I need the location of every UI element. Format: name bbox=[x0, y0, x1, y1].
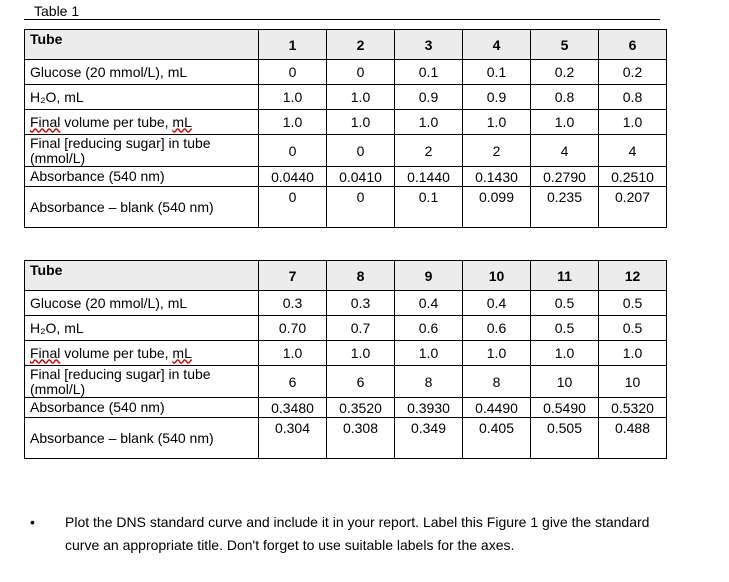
table-row bbox=[25, 316, 667, 341]
column-header: 6 bbox=[599, 30, 667, 60]
table-cell: 0.6 bbox=[395, 316, 463, 341]
table-cell: 1.0 bbox=[395, 110, 463, 135]
table-cell: 0.2510 bbox=[599, 167, 667, 187]
row-label: H₂O, mL bbox=[25, 85, 259, 110]
table-cell: 0 bbox=[259, 187, 327, 228]
caption-rule bbox=[24, 19, 660, 20]
table-cell: 0.488 bbox=[599, 418, 667, 459]
table-cell: 0.5 bbox=[599, 291, 667, 316]
row-label: Absorbance – blank (540 nm) bbox=[25, 187, 259, 228]
table-cell: 0.405 bbox=[463, 418, 531, 459]
table-cell: 0 bbox=[327, 135, 395, 167]
table-cell: 0.349 bbox=[395, 418, 463, 459]
table-row bbox=[25, 398, 667, 418]
table-cell: 0.8 bbox=[531, 85, 599, 110]
table-cell: 1.0 bbox=[327, 85, 395, 110]
table-cell: 0.5320 bbox=[599, 398, 667, 418]
row-label: Final [reducing sugar] in tube (mmol/L) bbox=[25, 366, 259, 398]
table-cell: 0.6 bbox=[463, 316, 531, 341]
table-cell: 0.235 bbox=[531, 187, 599, 228]
column-header: 8 bbox=[327, 261, 395, 291]
table-cell: 6 bbox=[259, 366, 327, 398]
table-cell: 1.0 bbox=[599, 341, 667, 366]
table-cell: 0.3480 bbox=[259, 398, 327, 418]
table-cell: 0.8 bbox=[599, 85, 667, 110]
row-label-part: volume per tube, bbox=[60, 113, 173, 130]
table-cell: 4 bbox=[531, 135, 599, 167]
table-row bbox=[25, 167, 667, 187]
row-label bbox=[25, 341, 259, 366]
column-header: 7 bbox=[259, 261, 327, 291]
table-cell: 0 bbox=[259, 60, 327, 85]
column-header: 2 bbox=[327, 30, 395, 60]
table-cell: 1.0 bbox=[463, 341, 531, 366]
table-cell: 0.70 bbox=[259, 316, 327, 341]
table-cell: 0.1440 bbox=[395, 167, 463, 187]
table-cell: 1.0 bbox=[327, 341, 395, 366]
table-cell: 1.0 bbox=[531, 341, 599, 366]
table-cell: 0.505 bbox=[531, 418, 599, 459]
column-header: 10 bbox=[463, 261, 531, 291]
column-header: 5 bbox=[531, 30, 599, 60]
table-cell: 0.3 bbox=[327, 291, 395, 316]
column-header: 1 bbox=[259, 30, 327, 60]
table-cell: 1.0 bbox=[327, 110, 395, 135]
table-cell: 0.3 bbox=[259, 291, 327, 316]
table-cell: 0.308 bbox=[327, 418, 395, 459]
table-cell: 0.5490 bbox=[531, 398, 599, 418]
table-row bbox=[25, 366, 667, 398]
table-cell: 0.1430 bbox=[463, 167, 531, 187]
header-row bbox=[25, 30, 667, 60]
table-cell: 0.2790 bbox=[531, 167, 599, 187]
table-cell: 10 bbox=[531, 366, 599, 398]
table-cell: 8 bbox=[395, 366, 463, 398]
table-cell: 0 bbox=[327, 60, 395, 85]
table-cell: 0.3930 bbox=[395, 398, 463, 418]
table-row bbox=[25, 85, 667, 110]
row-label: Absorbance (540 nm) bbox=[25, 167, 259, 187]
header-row bbox=[25, 261, 667, 291]
table-cell: 0.1 bbox=[463, 60, 531, 85]
table-cell: 0.5 bbox=[531, 291, 599, 316]
bullet-marker: • bbox=[30, 514, 35, 530]
column-header: 3 bbox=[395, 30, 463, 60]
table-row bbox=[25, 341, 667, 366]
table-cell: 6 bbox=[327, 366, 395, 398]
row-label-part: mL bbox=[172, 113, 192, 130]
table-cell: 0.0410 bbox=[327, 167, 395, 187]
table-cell: 0.2 bbox=[599, 60, 667, 85]
table-cell: 0.4 bbox=[463, 291, 531, 316]
table-cell: 1.0 bbox=[599, 110, 667, 135]
table-cell: 1.0 bbox=[259, 85, 327, 110]
table-cell: 10 bbox=[599, 366, 667, 398]
table-cell: 0 bbox=[259, 135, 327, 167]
instruction-text: Plot the DNS standard curve and include it in your report. Label this Figure 1 give the standard curve an appropriate title. Don't forget to use suitable labels for the axes. bbox=[65, 514, 650, 553]
table-tubes-7-12 bbox=[24, 260, 667, 459]
row-label-part: volume per tube, bbox=[60, 344, 173, 361]
row-label: Absorbance – blank (540 nm) bbox=[25, 418, 259, 459]
row-label: Final [reducing sugar] in tube (mmol/L) bbox=[25, 135, 259, 167]
table-cell: 2 bbox=[463, 135, 531, 167]
row-label bbox=[25, 110, 259, 135]
table-cell: 2 bbox=[395, 135, 463, 167]
table-row bbox=[25, 418, 667, 459]
column-header: 9 bbox=[395, 261, 463, 291]
table-cell: 0.5 bbox=[531, 316, 599, 341]
table-row bbox=[25, 60, 667, 85]
table-cell: 1.0 bbox=[259, 341, 327, 366]
row-label-part: Final bbox=[30, 344, 61, 361]
table-cell: 0.3520 bbox=[327, 398, 395, 418]
row-label: Glucose (20 mmol/L), mL bbox=[25, 291, 259, 316]
table-cell: 1.0 bbox=[259, 110, 327, 135]
header-label: Tube bbox=[25, 261, 259, 291]
table-row bbox=[25, 187, 667, 228]
table-cell: 0.304 bbox=[259, 418, 327, 459]
table-cell: 0.099 bbox=[463, 187, 531, 228]
column-header: 11 bbox=[531, 261, 599, 291]
table-cell: 0.2 bbox=[531, 60, 599, 85]
table-cell: 0.9 bbox=[395, 85, 463, 110]
column-header: 4 bbox=[463, 30, 531, 60]
table-caption: Table 1 bbox=[34, 3, 80, 19]
table-cell: 1.0 bbox=[463, 110, 531, 135]
table-row bbox=[25, 135, 667, 167]
table-cell: 0 bbox=[327, 187, 395, 228]
table-cell: 1.0 bbox=[395, 341, 463, 366]
row-label: Glucose (20 mmol/L), mL bbox=[25, 60, 259, 85]
header-label: Tube bbox=[25, 30, 259, 60]
table-cell: 0.1 bbox=[395, 187, 463, 228]
table-cell: 1.0 bbox=[531, 110, 599, 135]
table-tubes-1-6 bbox=[24, 29, 667, 228]
table-row bbox=[25, 110, 667, 135]
table-row bbox=[25, 291, 667, 316]
table-cell: 0.4490 bbox=[463, 398, 531, 418]
table-cell: 0.0440 bbox=[259, 167, 327, 187]
table-cell: 4 bbox=[599, 135, 667, 167]
row-label-part: Final bbox=[30, 113, 61, 130]
row-label-part: mL bbox=[172, 344, 192, 361]
row-label: H₂O, mL bbox=[25, 316, 259, 341]
table-cell: 8 bbox=[463, 366, 531, 398]
table-cell: 0.5 bbox=[599, 316, 667, 341]
row-label: Absorbance (540 nm) bbox=[25, 398, 259, 418]
table-cell: 0.207 bbox=[599, 187, 667, 228]
table-cell: 0.9 bbox=[463, 85, 531, 110]
table-cell: 0.7 bbox=[327, 316, 395, 341]
table-cell: 0.4 bbox=[395, 291, 463, 316]
column-header: 12 bbox=[599, 261, 667, 291]
table-cell: 0.1 bbox=[395, 60, 463, 85]
